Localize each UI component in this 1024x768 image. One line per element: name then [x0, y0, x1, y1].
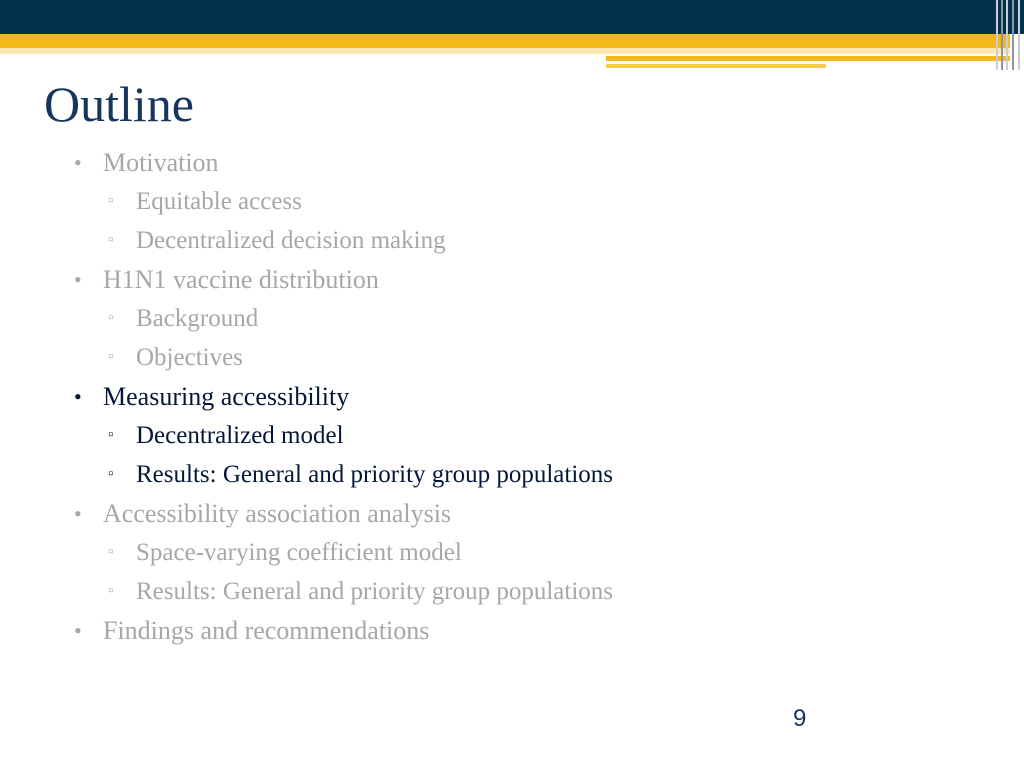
- outline-item-text: Space-varying coefficient model: [136, 539, 462, 566]
- bullet-square-icon: ▫: [108, 583, 114, 599]
- outline-item: [74, 143, 613, 182]
- outline-item: [74, 611, 613, 650]
- outline-subitem: [74, 221, 613, 260]
- bullet-square-icon: ▫: [108, 349, 114, 365]
- header-stripe: [996, 0, 998, 70]
- bullet-square-icon: ▫: [108, 310, 114, 326]
- page-number: 9: [793, 705, 807, 732]
- header-stripe: [1006, 0, 1008, 70]
- bullet-dot-icon: •: [74, 150, 82, 175]
- outline-item-text: Background: [136, 305, 259, 332]
- header-cream-band: [0, 48, 1010, 54]
- bullet-square-icon: ▫: [108, 427, 114, 443]
- outline-item: [74, 260, 613, 299]
- slide-title: Outline: [44, 76, 194, 132]
- outline-item: [74, 377, 613, 416]
- header-decoration: [0, 0, 1024, 34]
- outline-item-text: Equitable access: [136, 188, 302, 215]
- bullet-square-icon: ▫: [108, 232, 114, 248]
- outline-item-text: Results: General and priority group populations: [136, 461, 614, 488]
- outline-item-text: Motivation: [103, 148, 219, 177]
- bullet-square-icon: ▫: [108, 544, 114, 560]
- outline-item: [74, 494, 613, 533]
- outline-subitem: [74, 338, 613, 377]
- header-stripe: [1001, 0, 1003, 70]
- outline-subitem: [74, 533, 613, 572]
- header-stripe: [1012, 0, 1014, 70]
- outline-subitem: [74, 455, 613, 494]
- outline-item-text: Decentralized decision making: [136, 227, 446, 254]
- outline-item-text: Results: General and priority group populations: [136, 578, 614, 605]
- bullet-dot-icon: •: [74, 267, 82, 292]
- outline-list: [74, 143, 613, 650]
- outline-item-text: Measuring accessibility: [103, 382, 350, 411]
- header-gold-line-short: [606, 64, 826, 68]
- bullet-dot-icon: •: [74, 384, 82, 409]
- outline-subitem: [74, 299, 613, 338]
- bullet-dot-icon: •: [74, 618, 82, 643]
- header-stripe: [1018, 0, 1020, 70]
- outline-item-text: Findings and recommendations: [103, 616, 430, 645]
- outline-item-text: Decentralized model: [136, 422, 344, 449]
- outline-item-text: Accessibility association analysis: [103, 499, 452, 528]
- outline-subitem: [74, 416, 613, 455]
- bullet-dot-icon: •: [74, 501, 82, 526]
- bullet-square-icon: ▫: [108, 466, 114, 482]
- outline-subitem: [74, 572, 613, 611]
- header-navy-bar: [0, 0, 1024, 34]
- outline-item-text: H1N1 vaccine distribution: [103, 265, 379, 294]
- outline-item-text: Objectives: [136, 344, 243, 371]
- bullet-square-icon: ▫: [108, 193, 114, 209]
- header-gold-band: [0, 34, 1010, 48]
- outline-subitem: [74, 182, 613, 221]
- header-gold-line: [606, 56, 1010, 61]
